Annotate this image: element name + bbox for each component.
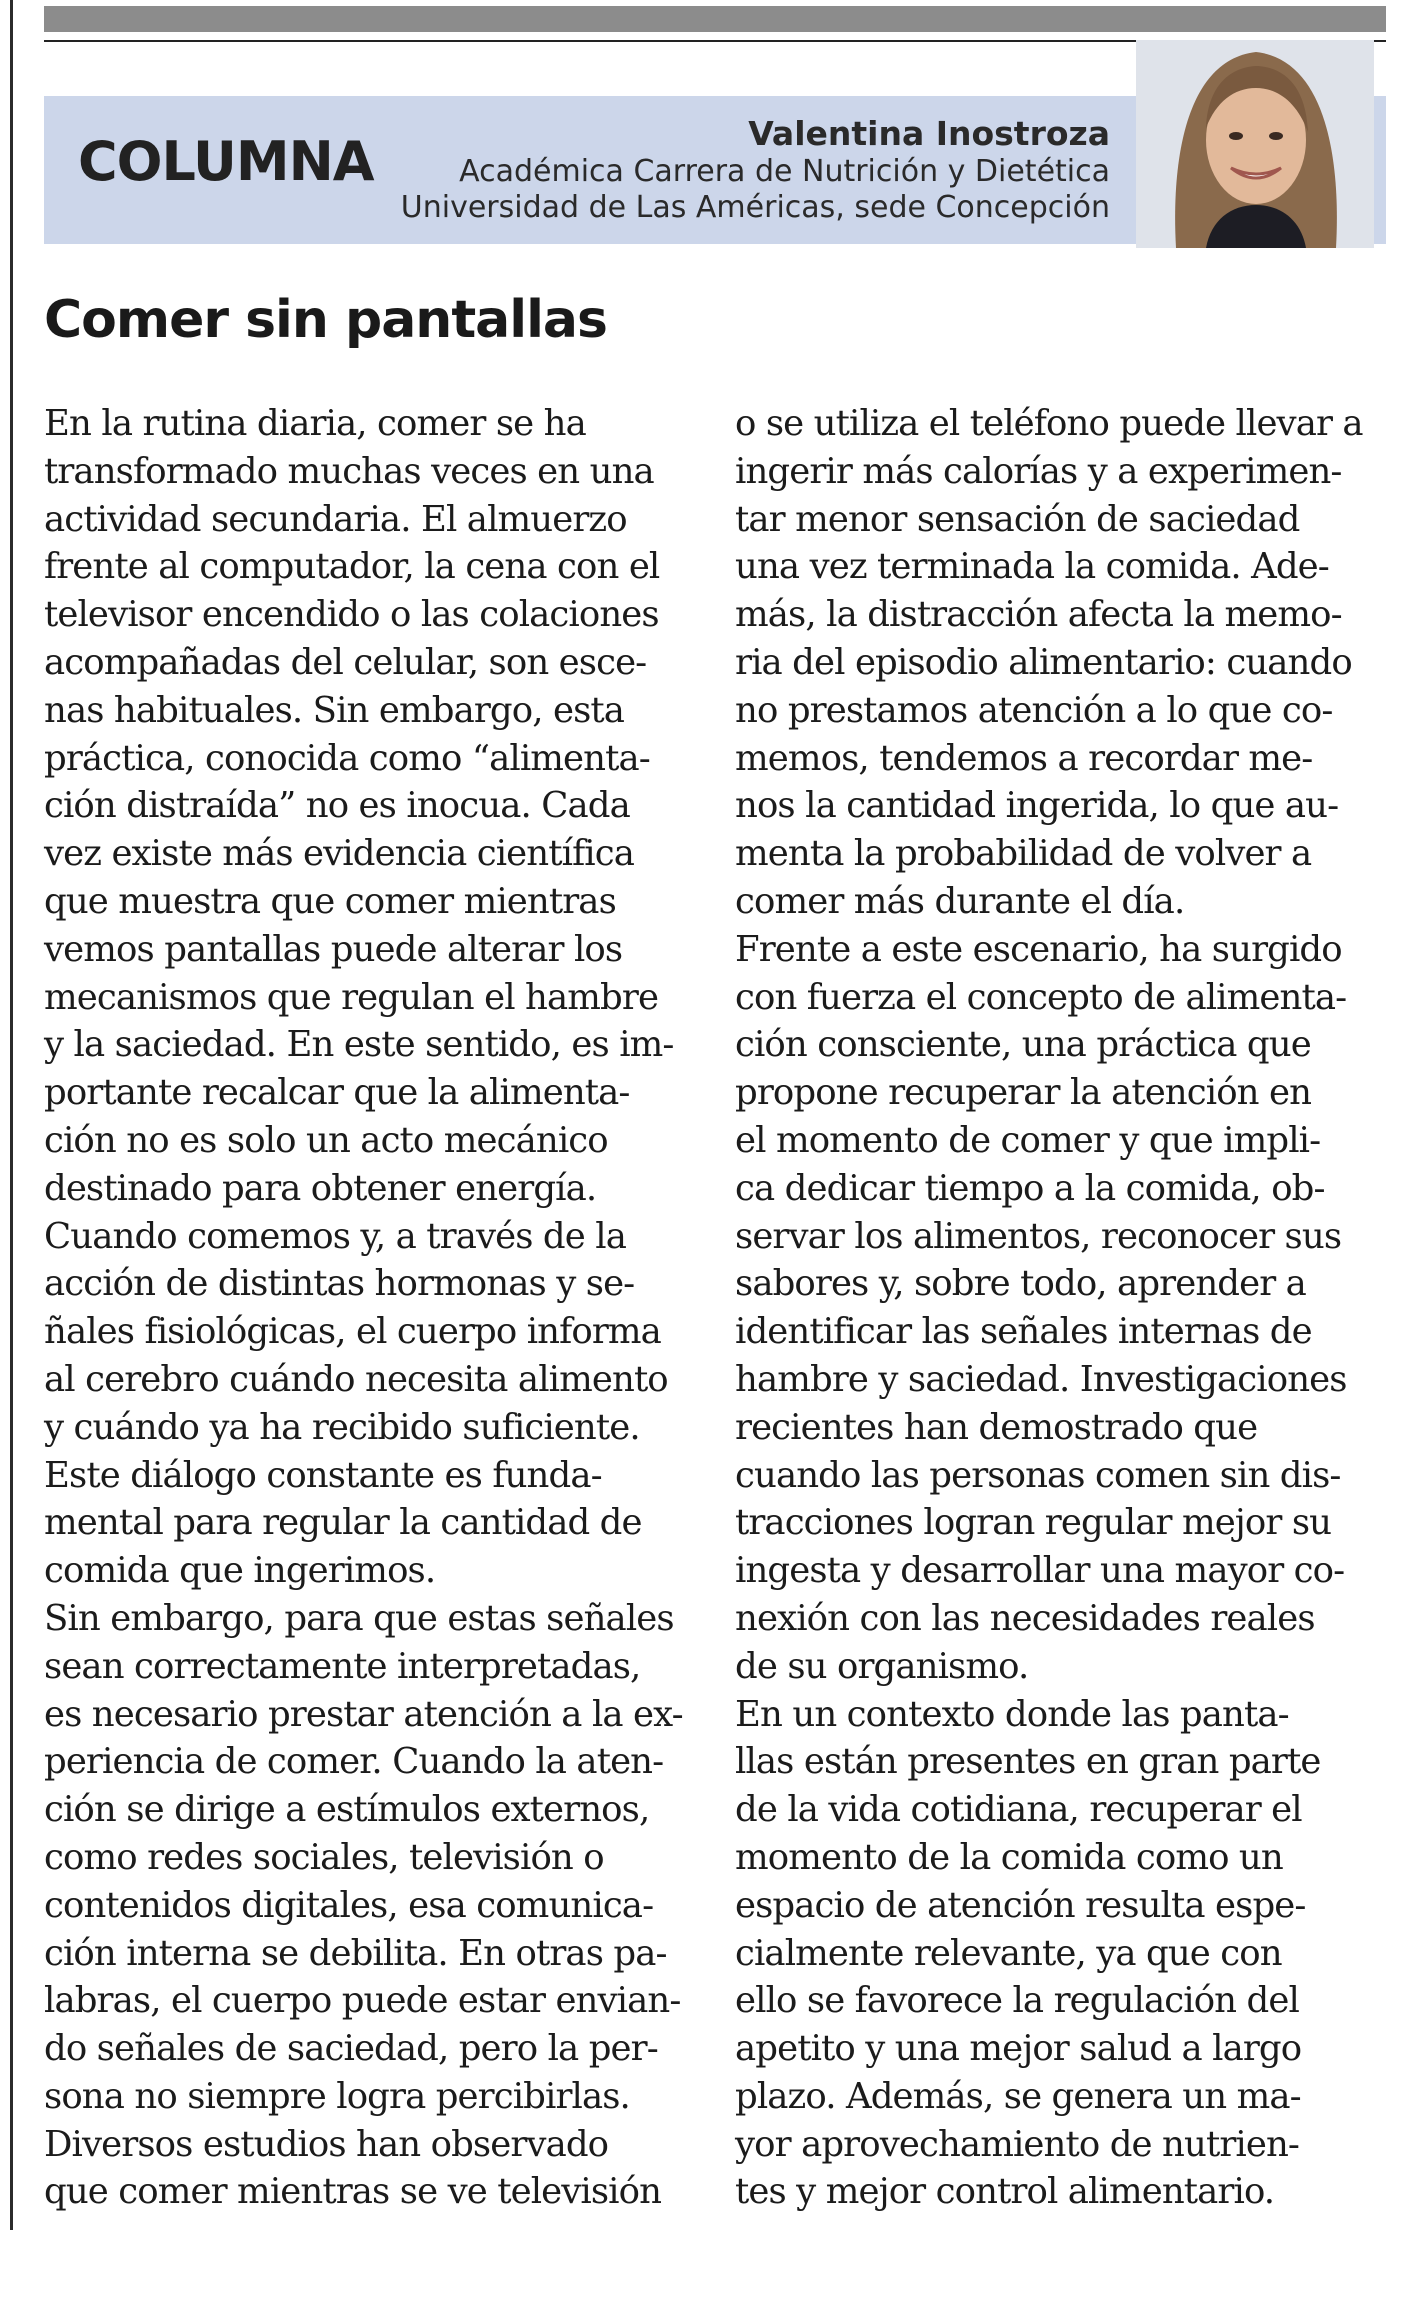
text-line: vez existe más evidencia científica <box>44 833 635 875</box>
text-line: ción consciente, una práctica que <box>735 1024 1311 1066</box>
text-line: cuando las personas comen sin dis- <box>735 1454 1341 1496</box>
text-line: do señales de saciedad, pero la per- <box>44 2028 658 2070</box>
text-line: recientes han demostrado que <box>735 1406 1258 1448</box>
text-line: y cuándo ya ha recibido suficiente. <box>44 1406 640 1448</box>
text-line: ca dedicar tiempo a la comida, ob- <box>735 1167 1325 1209</box>
text-line: tes y mejor control alimentario. <box>735 2171 1275 2213</box>
text-line: sabores y, sobre todo, aprender a <box>735 1263 1306 1305</box>
author-block <box>401 114 1110 226</box>
text-line: Cuando comemos y, a través de la <box>44 1215 626 1257</box>
text-line: ingerir más calorías y a experimen- <box>735 450 1342 492</box>
text-line: Este diálogo constante es funda- <box>44 1454 602 1496</box>
text-line: destinado para obtener energía. <box>44 1167 597 1209</box>
article-column-right <box>735 400 1380 2216</box>
text-line: plazo. Además, se genera un ma- <box>735 2075 1301 2117</box>
text-line: una vez terminada la comida. Ade- <box>735 546 1329 588</box>
text-line: que comer mientras se ve televisión <box>44 2171 662 2213</box>
text-line: tar menor sensación de saciedad <box>735 498 1300 540</box>
text-line: memos, tendemos a recordar me- <box>735 737 1313 779</box>
text-line: nas habituales. Sin embargo, esta <box>44 689 625 731</box>
text-line: o se utiliza el teléfono puede llevar a <box>735 403 1363 444</box>
text-line: ria del episodio alimentario: cuando <box>735 641 1352 683</box>
text-line: contenidos digitales, esa comunica- <box>44 1884 654 1926</box>
text-line: frente al computador, la cena con el <box>44 546 660 588</box>
text-line: Sin embargo, para que estas señales <box>44 1597 674 1639</box>
text-line: espacio de atención resulta espe- <box>735 1884 1306 1926</box>
author-name: Valentina Inostroza <box>748 114 1110 153</box>
text-line: televisor encendido o las colaciones <box>44 594 659 636</box>
text-line: En la rutina diaria, comer se ha <box>44 403 586 444</box>
text-line: ello se favorece la regulación del <box>735 1980 1299 2022</box>
text-line: como redes sociales, televisión o <box>44 1836 604 1878</box>
text-line: vemos pantallas puede alterar los <box>44 928 623 970</box>
text-line: momento de la comida como un <box>735 1836 1283 1878</box>
text-line: que muestra que comer mientras <box>44 880 616 922</box>
text-line: labras, el cuerpo puede estar envian- <box>44 1980 681 2022</box>
text-line: ción interna se debilita. En otras pa- <box>44 1932 667 1974</box>
text-line: hambre y saciedad. Investigaciones <box>735 1358 1347 1400</box>
author-affiliation: Universidad de Las Américas, sede Concepción <box>400 190 1110 225</box>
text-line: sona no siempre logra percibirlas. <box>44 2075 630 2117</box>
text-line: el momento de comer y que impli- <box>735 1119 1321 1161</box>
text-line: sean correctamente interpretadas, <box>44 1645 641 1687</box>
text-line: más, la distracción afecta la memo- <box>735 594 1342 636</box>
text-line: ción no es solo un acto mecánico <box>44 1119 608 1161</box>
text-line: mecanismos que regulan el hambre <box>44 976 659 1018</box>
text-line: al cerebro cuándo necesita alimento <box>44 1358 668 1400</box>
section-label: COLUMNA <box>78 130 374 193</box>
text-line: de la vida cotidiana, recuperar el <box>735 1789 1302 1831</box>
text-line: ñales fisiológicas, el cuerpo informa <box>44 1311 661 1353</box>
author-role: Académica Carrera de Nutrición y Dietética <box>459 154 1110 189</box>
text-line: actividad secundaria. El almuerzo <box>44 498 627 540</box>
text-line: yor aprovechamiento de nutrien- <box>735 2123 1300 2165</box>
text-line: Frente a este escenario, ha surgido <box>735 928 1342 970</box>
text-line: nexión con las necesidades reales <box>735 1597 1315 1639</box>
text-line: no prestamos atención a lo que co- <box>735 689 1333 731</box>
text-line: de su organismo. <box>735 1645 1029 1687</box>
article-title: Comer sin pantallas <box>44 290 607 350</box>
text-line: menta la probabilidad de volver a <box>735 833 1312 875</box>
text-line: ción distraída” no es inocua. Cada <box>44 785 630 827</box>
top-gray-bar <box>44 6 1386 32</box>
text-line: comida que ingerimos. <box>44 1550 436 1592</box>
text-line: acompañadas del celular, son esce- <box>44 641 647 683</box>
text-line: servar los alimentos, reconocer sus <box>735 1215 1342 1257</box>
text-line: propone recuperar la atención en <box>735 1072 1312 1114</box>
text-line: comer más durante el día. <box>735 880 1185 922</box>
author-photo <box>1136 40 1374 248</box>
text-line: práctica, conocida como “alimenta- <box>44 737 650 779</box>
article-column-left <box>44 400 689 2216</box>
column-header-band-edge <box>1374 96 1386 244</box>
text-line: ción se dirige a estímulos externos, <box>44 1789 650 1831</box>
text-line: ingesta y desarrollar una mayor co- <box>735 1550 1345 1592</box>
text-line: con fuerza el concepto de alimenta- <box>735 976 1347 1018</box>
text-line: mental para regular la cantidad de <box>44 1502 642 1544</box>
text-line: apetito y una mejor salud a largo <box>735 2028 1302 2070</box>
text-line: llas están presentes en gran parte <box>735 1741 1321 1783</box>
text-line: transformado muchas veces en una <box>44 450 654 492</box>
text-line: nos la cantidad ingerida, lo que au- <box>735 785 1339 827</box>
text-line: es necesario prestar atención a la ex- <box>44 1693 683 1735</box>
left-margin-rule <box>10 0 13 2230</box>
text-line: portante recalcar que la alimenta- <box>44 1072 630 1114</box>
text-line: periencia de comer. Cuando la aten- <box>44 1741 664 1783</box>
text-line: Diversos estudios han observado <box>44 2123 609 2165</box>
text-line: y la saciedad. En este sentido, es im- <box>44 1024 674 1066</box>
text-line: cialmente relevante, ya que con <box>735 1932 1282 1974</box>
text-line: tracciones logran regular mejor su <box>735 1502 1332 1544</box>
text-line: identificar las señales internas de <box>735 1311 1312 1353</box>
text-line: En un contexto donde las panta- <box>735 1693 1289 1735</box>
text-line: acción de distintas hormonas y se- <box>44 1263 635 1305</box>
